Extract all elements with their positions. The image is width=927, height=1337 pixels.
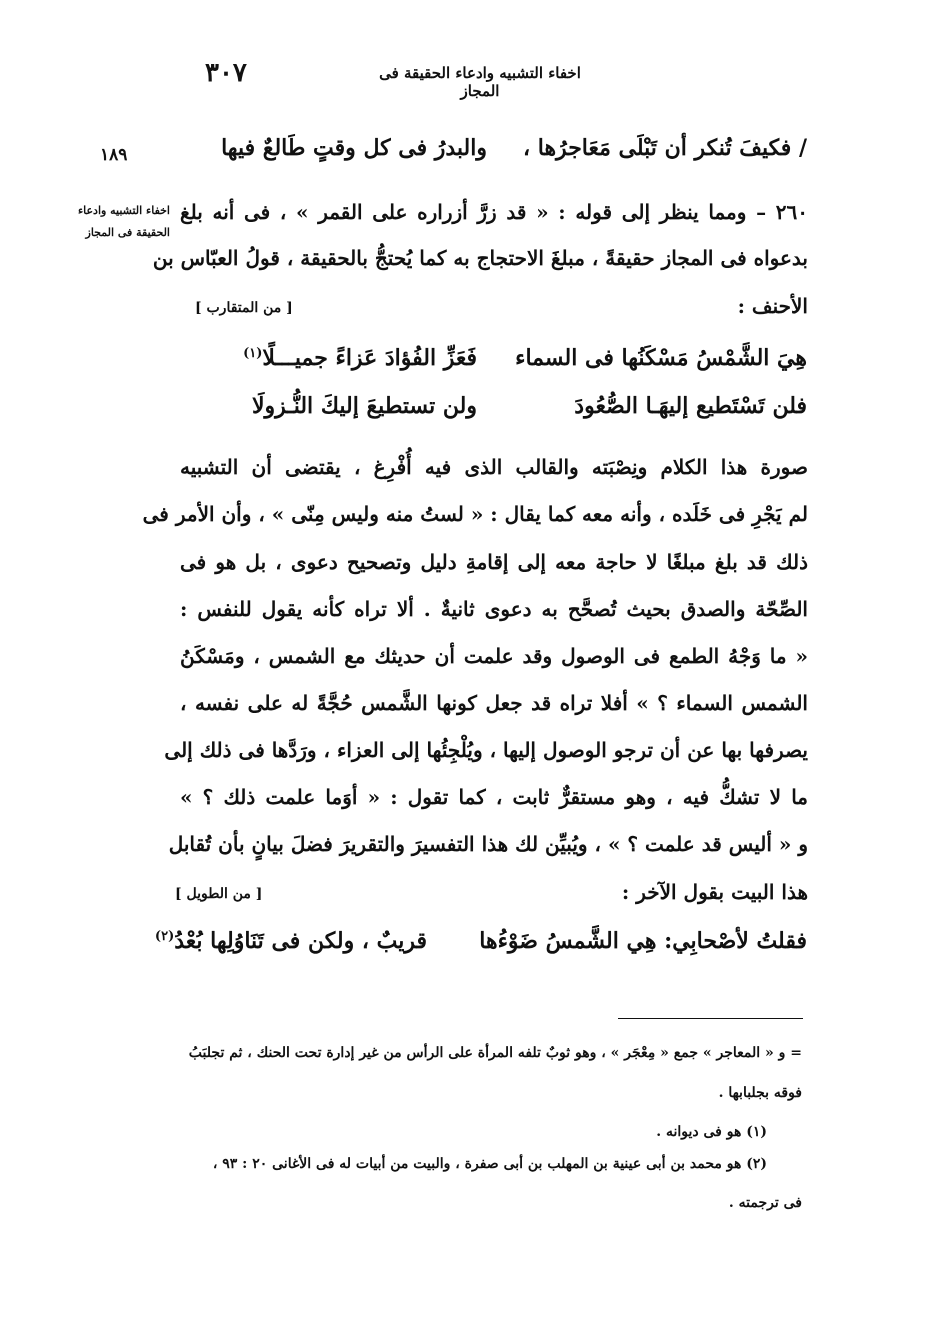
footnote-ref-2[interactable]: (٢)	[154, 928, 175, 944]
body-line-10: يصرفها بها عن أن ترجو الوصول إليها ، ويُلْجِئُها إلى العزاء ، ورَدَّها فى ذلك إلى	[164, 738, 808, 762]
verse-opening-part2: والبدرُ فى كل وقتٍ طَالعٌ فيها	[221, 135, 487, 161]
footnote-1: (١) هو فى ديوانه .	[656, 1124, 767, 1140]
footnote-ref-1[interactable]: (١)	[243, 345, 263, 361]
footnote-2-end: فى ترجمته .	[728, 1195, 802, 1211]
footnote-divider	[618, 1018, 803, 1019]
body-line-7: الصِّحّة والصدق بحيث تُصحَّح به دعوى ثانيةٌ . ألا تراه كأنه يقول للنفس :	[180, 597, 808, 621]
footnote-continuation: = و « المعاجر » جمع « مِعْجَر » ، وهو ثوبٌ تلفه المرأة على الرأس من غير إدارة تحت الحنك ، ثم تجلبَبُ	[188, 1045, 802, 1061]
body-line-2: بدعواه فى المجاز حقيقةً ، مبلغَ الاحتجاج به كما يُحتجُّ بالحقيقة ، قولُ العبّاس بن	[152, 246, 808, 270]
verse-abbas-2-part1: فلن تَسْتَطيع إليهَـا الصُّعُودَ	[574, 393, 807, 419]
verse-akhar-part2-text: قريبٌ ، ولكن فى تَنَاوُلِها بُعْدُ	[174, 928, 427, 954]
side-note-line-1: اخفاء التشبيه وادعاء	[77, 204, 170, 217]
body-line-12: و « أليس قد علمت ؟ » ، ويُبيِّن لك هذا التفسيرَ والتقريرَ فضلَ بيانٍ بأن تُقابل	[168, 832, 808, 856]
body-line-6: ذلك قد بلغ مبلغًا لا حاجة معه إلى إقامةِ دليل وتصحيح دعوى ، بل هو فى	[180, 550, 808, 574]
side-note-line-2: الحقيقة فى المجاز	[85, 226, 170, 239]
body-line-9: الشمس السماء ؟ » أفلا تراه قد جعل كونها الشَّمس حُجَّةً له على نفسه ،	[180, 691, 808, 715]
verse-akhar-part1: فقلتُ لأصْحابِي: هِي الشَّمسُ ضَوْءُها	[479, 928, 807, 954]
verse-abbas-1-part1: هِيَ الشَّمْسُ مَسْكَنُها فى السماء	[515, 345, 807, 371]
footnote-2: (٢) هو محمد بن أبى عينية بن المهلب بن أبى صفرة ، والبيت من أبيات له فى الأغانى ٢٠ : ٩٣ ،	[212, 1156, 767, 1172]
body-line-3: الأحنف :	[737, 294, 808, 318]
verse-abbas-1-part2-text: فَعَزِّ الفُؤادَ عَزاءً جميـــلًا	[262, 345, 477, 371]
verse-opening-part1: / فكيفَ تُنكر أن تَبْلَى مَعَاجرُها ،	[522, 135, 807, 161]
margin-number: ١٨٩	[100, 145, 128, 165]
body-line-8: « ما وَجْهُ الطمع فى الوصول وقد علمت أن حديثك مع الشمس ، ومَسْكَنُ	[180, 644, 808, 668]
body-line-11: ما لا تشكُّ فيه ، وهو مستقرٌّ ثابت ، كما تقول : « أوَما علمت ذلك ؟ »	[180, 785, 808, 809]
verse-abbas-1-part2	[237, 345, 477, 371]
body-line-1: ٢٦٠ – ومما ينظر إلى قوله : « قد زرَّ أزراره على القمر » ، فى أنه بلغ	[180, 200, 808, 224]
body-line-4: صورة هذا الكلام ونِصْبَته والقالب الذى فيه أُفْرِغ ، يقتضى أن التشبيه	[180, 455, 808, 479]
verse-akhar-part2	[149, 928, 427, 954]
meter-mutaqarib: [ من المتقارب ]	[195, 300, 293, 316]
meter-tawil: [ من الطويل ]	[175, 886, 263, 902]
verse-abbas-2-part2: ولن تستطيعَ إليكَ النُّـزولَا	[251, 393, 477, 419]
side-note	[60, 200, 170, 244]
footnote-continuation-end: فوقه بجلبابها .	[718, 1085, 802, 1101]
page-number: ٣٠٧	[205, 58, 247, 88]
running-title: اخفاء التشبيه وادعاء الحقيقة فى المجاز	[379, 64, 581, 100]
body-line-5: لم يَجْرِ فى خَلَده ، وأنه معه كما يقال : « لستُ منه وليس مِنّى » ، وأن الأمر فى	[142, 502, 808, 526]
body-line-13: هذا البيت بقول الآخر :	[621, 880, 808, 904]
